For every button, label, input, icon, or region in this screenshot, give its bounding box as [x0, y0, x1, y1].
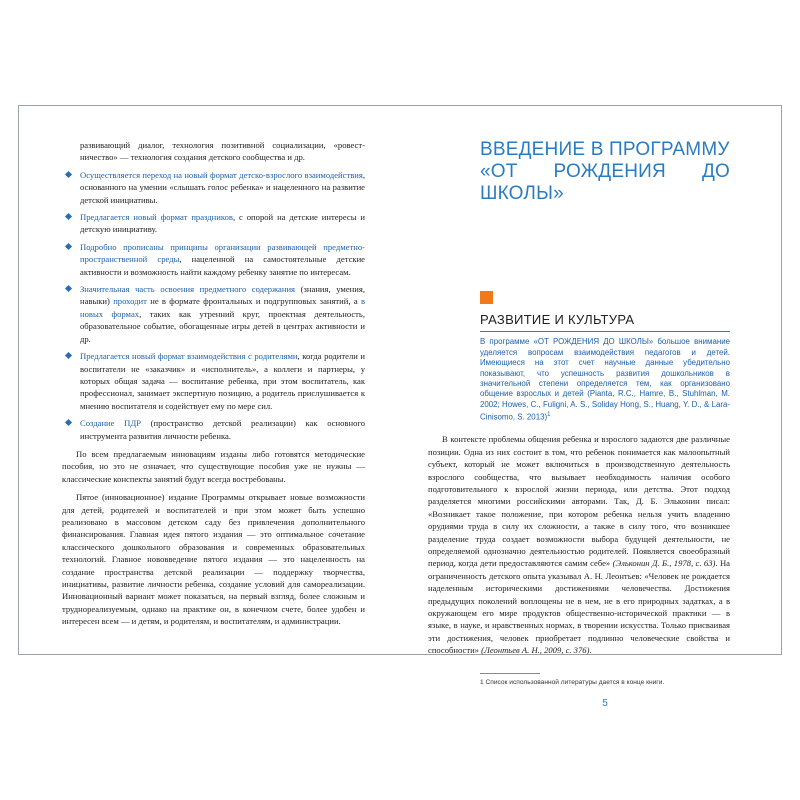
bullet-highlight: Предлагается новый формат взаимодействия с родителями — [80, 351, 298, 362]
bullet-text: , таких как утренний круг, проектная деятельность, образовательное событие, обогащенные игры детей в центрах активности и др. — [80, 308, 365, 344]
list-item — [62, 417, 365, 442]
bullet-text: не в формате фронтальных и подгрупповых занятий, а — [146, 296, 361, 307]
list-item — [62, 211, 365, 236]
body-text: . — [589, 645, 592, 656]
bullet-text: , нацеленной на самостоятельные детские активности и возможность найти каждому ребенку занятие по интересам. — [80, 254, 365, 277]
title-line: «ОТ РОЖДЕНИЯ ДО ШКОЛЫ» — [480, 161, 730, 204]
bullet-text: (пространство детской реализации) как основного инструмента развития личности ребенка. — [80, 418, 365, 441]
diamond-bullet-icon — [65, 352, 72, 359]
bullet-highlight: Подробно прописаны принципы организации развивающей предметно-пространственной среды — [80, 241, 365, 265]
body-text: . На ограниченность детского опыта указывал А. Н. Леонтьев: «Человек не рождается наделенным историческими достижениями человечества. Достижения предыдущих поколений воплощены не в нем, не в его природных задатках, а в окружающем его мире продуктов общественно-исторической практики — в языке, в науке, и нравственных нормах, в творении искусства. Только присваивая эти достижения, человек приобретает подлинно человеческие свойства и способности» — [428, 558, 730, 656]
intro-paragraph — [480, 337, 730, 423]
diamond-bullet-icon — [65, 285, 72, 292]
page-number: 5 — [602, 698, 608, 709]
orange-square-marker — [480, 291, 493, 304]
footnote-marker: 1 — [547, 412, 551, 419]
title-line: ВВЕДЕНИЕ В ПРОГРАММУ — [480, 139, 730, 160]
section-divider — [480, 331, 730, 332]
diamond-bullet-icon — [65, 213, 72, 220]
bullet-highlight: в новых формах — [80, 296, 366, 319]
footnote: 1 Список использованной литературы дается в конце книги. — [480, 678, 665, 686]
diamond-bullet-icon — [65, 243, 72, 250]
section-title: РАЗВИТИЕ И КУЛЬТУРА — [480, 312, 635, 327]
left-lead-text: развивающий диалог, технология позитивной социализации, «ровест-ничество» — технология создания детского сообщества и др. — [80, 140, 365, 163]
page-title — [480, 139, 730, 205]
bullet-highlight: Создание ПДР — [80, 418, 141, 429]
body-text: В контексте проблемы общения ребенка и взрослого задаются две различные позиции. Одна из них состоит в том, что ребенок понимается как малоопытный субъект, который не может включиться в производственную деятельность взрослого сообщества, что вызывает необходимость наличия особого подготовительного к взрослой жизни периода, или детства. Этот подход разделяется многими российскими авторами. Так, Д. Б. Эльконин писал: «Возникает такое положение, при котором ребенка нельзя учить владению орудиями труда в силу их сложности, а также в силу того, что возникшее разделение труда создает возможности выбора будущей деятельности, не определяемой однозначно деятельностью родителей. Появляется своеобразный период, когда дети предоставляются самим себе» — [428, 434, 730, 569]
diamond-bullet-icon — [65, 419, 72, 426]
body-paragraph — [428, 433, 730, 656]
footnote-divider — [480, 673, 540, 674]
bullet-highlight: Предлагается новый формат праздников — [80, 212, 233, 223]
bullet-highlight: Значительная часть освоения предметного содержания — [80, 284, 296, 295]
intro-text: В программе «ОТ РОЖДЕНИЯ ДО ШКОЛЫ» большое внимание уделяется вопросам взаимодействия педагогов и детей. Имеющиеся на этот счет научные данные убедительно показывают, что успешность развития дошкольников в значительной степени определяется тем, как организовано общение взрослых и детей (Pianta, R.C., Hamre, B., Stuhlman, M. 2002; Howes, C., Fuligni, A. S., Soliday Hong, S., Huang, Y. D., & Lara-Cinisomo, S. 2013) — [480, 337, 730, 422]
bullet-text: , когда родители и воспитатели не «заказчик» и «исполнитель», а коллеги и партнеры, у которых общая задача — воспитание ребенка, при этом воспитатель, как профессионал, занимает экспертную позицию, а родитель прислушивается к мнению воспитателя и содействует ему по мере сил. — [80, 351, 365, 411]
bullet-text: (знания, умения, навыки) — [80, 284, 365, 307]
list-item — [62, 283, 365, 345]
innovations-list — [62, 169, 365, 442]
list-item — [62, 241, 365, 278]
body-paragraph: Пятое (инновационное) издание Программы открывает новые возможности для детей, родителей и воспитателей и при этом может быть успешно реализовано в массовом детском саду без привлечения дополнительного финансирования. Главная идея пятого издания — это оптимальное сочетание классического дошкольного образования и современных образовательных технологий. Главное нововведение пятого издания — это нацеленность на создание пространства детской реализации — поддержку творчества, инициативы, развитие личности ребенка, создание условий для самореализации. Инновационный вариант может показаться, на первый взгляд, более сложным и труднореализуемым, однако на практике он, в конечном счете, более удобен и интересен всем — и детям, и родителям, и воспитателям, и администрации. — [62, 492, 365, 627]
bullet-text: , с опорой на детские интересы и детскую инициативу. — [80, 212, 365, 235]
list-item — [62, 169, 365, 206]
bullet-highlight: Осуществляется переход на новый формат детско-взрослого взаимодействия — [80, 169, 363, 180]
bullet-highlight: проходит — [113, 296, 147, 307]
left-page — [62, 139, 365, 628]
citation: (Эльконин Д. Б., 1978, с. 63) — [612, 558, 716, 569]
citation: (Леонтьев А. Н., 2009, с. 376) — [481, 645, 590, 656]
diamond-bullet-icon — [65, 171, 72, 178]
list-item — [62, 350, 365, 412]
right-page — [428, 139, 730, 710]
bullet-text: , основанного на умении «слышать голос ребенка» и нацеленного на развитие детской инициативы. — [80, 169, 365, 205]
body-paragraph: По всем предлагаемым инновациям изданы либо готовятся методические пособия, но это не означает, что существующие пособия уже не нужны — классические конспекты занятий будут всегда востребованы. — [62, 448, 365, 484]
